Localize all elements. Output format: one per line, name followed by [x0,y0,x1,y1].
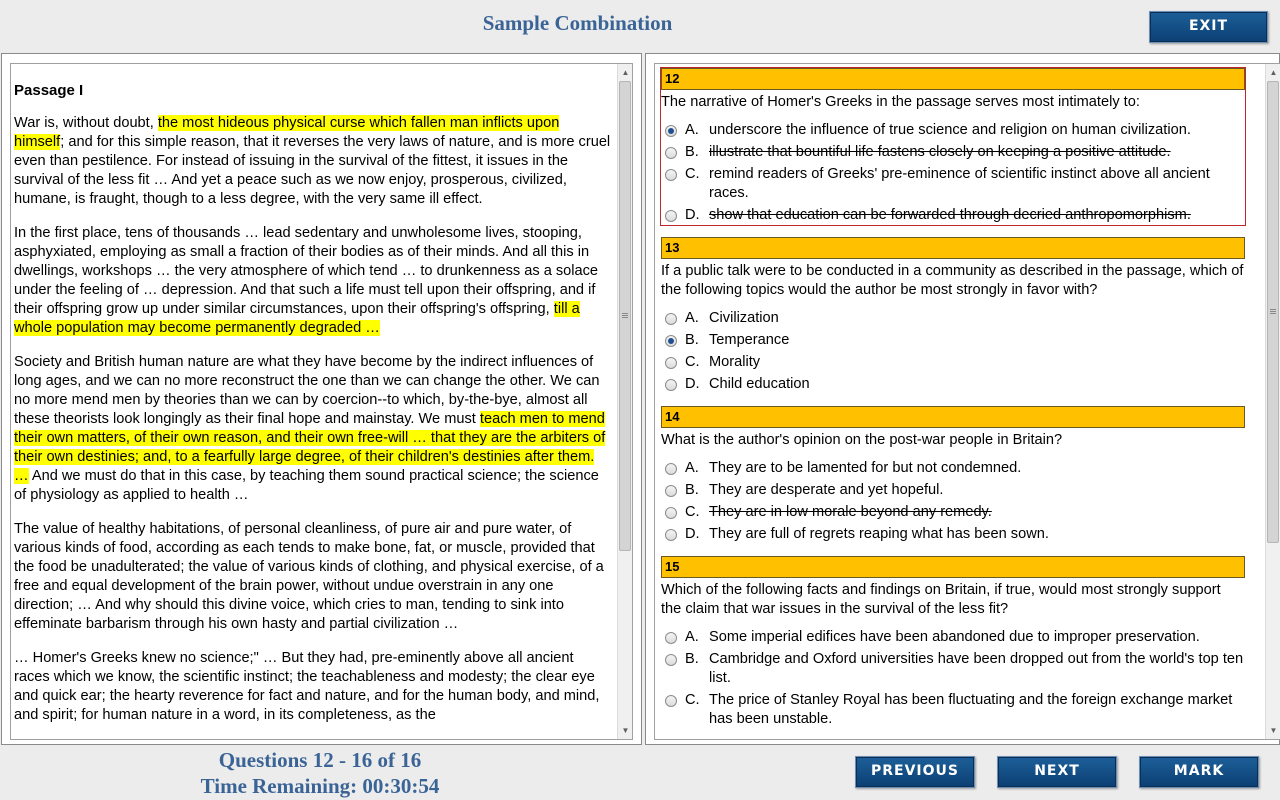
question-stem: If a public talk were to be conducted in a community as described in the passage, which of the following topics would the author be most strongly in favor with? [661,263,1244,298]
question-stem: What is the author's opinion on the post-war people in Britain? [661,432,1063,448]
option-text: Cambridge and Oxford universities have been dropped out from the world's top ten list. [709,651,1244,686]
passage-text-segment[interactable]: ; and for this simple reason, that it reverses the very laws of nature, and is more cruel even than pestilence. For instead of issuing in the survival of the fittest, it issues in the survival of the less fit … And yet a peace such as we now enjoy, prosperous, civilized, humane, is fraught, though to a less degree, with the very same ill effect. [14,134,611,207]
answer-option[interactable] [661,309,1245,328]
option-letter: A. [685,310,699,326]
passage-text-segment[interactable]: … Homer's Greeks knew no science;" … But they had, pre-eminently above all ancient races which we know, the scientific instinct; the teachableness and modesty; the clear eye and quick ear; the hearty reverence for fact and nature, and for the human body, and mind, and spirit; for human nature in a word, in its completeness, as the [14,650,600,723]
page-title: Sample Combination [482,11,673,35]
option-letter: D. [685,526,700,542]
option-letter: B. [685,144,699,160]
option-text: The price of Stanley Royal has been fluctuating and the foreign exchange market has been unstable. [709,692,1233,727]
passage-text-segment[interactable]: In the first place, tens of thousands … lead sedentary and unwholesome lives, stooping, asphyxiated, employing as small a fraction of their bodies as of their minds. And all this in dwellings, workshops … the very atmosphere of which tend … to drunkenness as a solace under the feeling of … depression. And that such a life must tell upon their offspring, and if their offspring grow up under similar circumstances, upon their offspring's offspring, [14,225,599,317]
option-letter: C. [685,692,700,708]
option-text: underscore the influence of true science and religion on human civilization. [709,122,1191,138]
radio-button-icon[interactable] [665,632,677,644]
option-letter: B. [685,651,699,667]
passage-paragraph [14,114,612,209]
question-number: 13 [661,237,1245,259]
passage-text-segment[interactable]: Society and British human nature are what they have become by the indirect influences of long ages, and we can no more reconstruct the one than we can change the other. We can no more mend men by theories than we can by coercion--to which, by-the-bye, almost all these theorists look longingly as their final hope and mainstay. We must [14,354,600,427]
question-number: 15 [661,556,1245,578]
option-text: Child education [709,376,810,392]
question-range: Questions 12 - 16 of 16 [218,748,422,772]
option-text: illustrate that bountiful life fastens closely on keeping a positive attitude. [709,144,1171,160]
question-stem: The narrative of Homer's Greeks in the passage serves most intimately to: [661,94,1140,110]
passage-text-segment[interactable]: And we must do that in this case, by teaching them sound practical science; the science of physiology as applied to health … [14,468,599,503]
questions-panel [654,63,1280,740]
highlighted-text[interactable]: teach men to mend their own matters, of their own reason, and their own free-will … that they are the arbiters of their own destinies; and, to a fearfully large degree, of their children's destinies after them. … [14,411,606,484]
radio-button-icon[interactable] [665,169,677,181]
radio-button-icon[interactable] [665,529,677,541]
radio-button-icon[interactable] [665,125,677,137]
answer-option[interactable] [661,650,1245,688]
radio-button-icon[interactable] [665,485,677,497]
highlighted-text[interactable]: the most hideous physical curse which fallen man inflicts upon himself [14,115,560,150]
scroll-up-arrow-icon[interactable]: ▲ [1269,68,1278,77]
option-text: Civilization [709,310,779,326]
exit-button[interactable]: EXIT [1149,11,1268,43]
question-number: 14 [661,406,1245,428]
question-block[interactable] [661,406,1245,544]
time-remaining: Time Remaining: 00:30:54 [200,774,440,798]
answer-option[interactable] [661,375,1245,394]
passage-heading: Passage I [14,82,84,99]
option-letter: D. [685,207,700,223]
answer-option[interactable] [661,628,1245,647]
highlighted-text[interactable]: till a whole population may become permanently degraded … [14,301,580,336]
scroll-down-arrow-icon[interactable]: ▼ [1269,726,1278,735]
header-bar [0,0,1280,52]
radio-button-icon[interactable] [665,379,677,391]
passage-paragraph [14,649,612,725]
radio-button-icon[interactable] [665,313,677,325]
answer-option[interactable] [661,206,1245,225]
passage-text-segment[interactable]: The value of healthy habitations, of personal cleanliness, of pure air and pure water, of various kinds of food, according as each tends to make bone, fat, or muscle, provided that the food be unadulterated; the value of various kinds of clothing, and physical exercise, of a free and equal development of the brain power, without undue overstrain in any one direction; … And why should this divine voice, which cries to man, tending to sink into effeminate barbarism through his own hasty and partial civilization … [14,521,604,632]
radio-button-icon[interactable] [665,654,677,666]
option-letter: C. [685,354,700,370]
questions-pane [645,53,1280,745]
option-text: They are desperate and yet hopeful. [709,482,944,498]
option-text: Temperance [709,332,790,348]
radio-button-icon[interactable] [665,695,677,707]
next-button[interactable]: NEXT [997,756,1117,788]
option-text: remind readers of Greeks' pre-eminence of scientific instinct above all ancient races. [709,166,1210,201]
answer-option[interactable] [661,143,1245,162]
question-block[interactable] [661,237,1245,394]
passage-paragraph [14,520,612,634]
option-letter: C. [685,504,700,520]
answer-option[interactable] [661,459,1245,478]
option-text: They are to be lamented for but not condemned. [709,460,1022,476]
option-letter: B. [685,332,699,348]
answer-option[interactable] [661,353,1245,372]
answer-option[interactable] [661,165,1245,203]
question-stem: Which of the following facts and findings on Britain, if true, would most strongly support the claim that war issues in the survival of the less fit? [661,582,1221,617]
option-letter: A. [685,460,699,476]
option-text: show that education can be forwarded through decried anthropomorphism. [709,207,1191,223]
questions-scrollbar[interactable] [1265,64,1280,739]
passage-text [14,81,612,740]
option-letter: B. [685,482,699,498]
radio-button-icon[interactable] [665,210,677,222]
radio-button-icon[interactable] [665,507,677,519]
answer-option[interactable] [661,691,1245,729]
radio-button-icon[interactable] [665,463,677,475]
question-block[interactable] [661,556,1245,729]
passage-paragraph [14,353,612,505]
option-letter: C. [685,166,700,182]
answer-option[interactable] [661,503,1245,522]
passage-scroll-thumb[interactable] [619,81,631,551]
question-block[interactable] [661,68,1245,225]
passage-paragraph [14,224,612,338]
answer-option[interactable] [661,481,1245,500]
answer-option[interactable] [661,525,1245,544]
option-text: Some imperial edifices have been abandoned due to improper preservation. [709,629,1200,645]
option-text: They are full of regrets reaping what has been sown. [709,526,1049,542]
option-letter: A. [685,629,699,645]
option-letter: A. [685,122,699,138]
questions-list [661,68,1245,740]
passage-text-segment[interactable]: War is, without doubt, [14,115,158,131]
questions-scroll-thumb[interactable] [1267,81,1279,543]
question-number: 12 [661,68,1245,90]
radio-button-icon[interactable] [665,147,677,159]
answer-option[interactable] [661,121,1245,140]
option-text: Morality [709,354,761,370]
passage-pane [1,53,642,745]
passage-scrollbar[interactable] [617,64,632,739]
mark-button[interactable]: MARK [1139,756,1259,788]
scroll-up-arrow-icon[interactable]: ▲ [621,68,630,77]
option-text: They are in low morale beyond any remedy. [709,504,992,520]
radio-button-icon[interactable] [665,357,677,369]
radio-button-icon[interactable] [665,335,677,347]
scroll-down-arrow-icon[interactable]: ▼ [621,726,630,735]
previous-button[interactable]: PREVIOUS [855,756,975,788]
answer-option[interactable] [661,331,1245,350]
passage-panel [10,63,633,740]
option-letter: D. [685,376,700,392]
